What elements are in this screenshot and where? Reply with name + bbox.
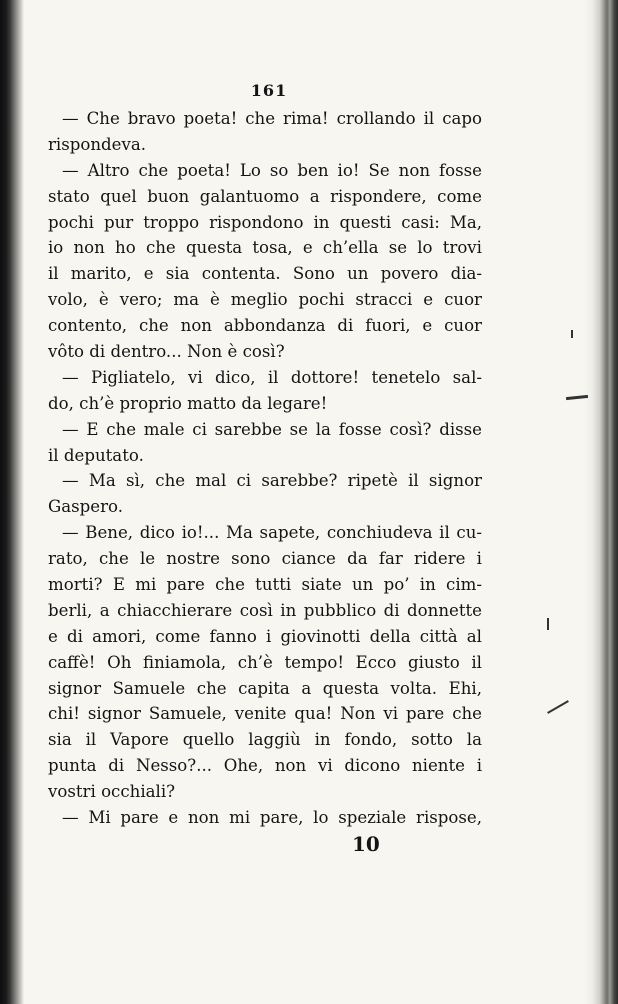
scan-speck — [571, 330, 573, 338]
text-line: berli, a chiacchierare così in pubblico di donnette — [48, 600, 482, 620]
text-line: pochi pur troppo rispondono in questi casi: Ma, — [48, 212, 482, 232]
text-line: do, ch’è proprio matto da legare! — [48, 393, 328, 413]
text-line: Gaspero. — [48, 497, 124, 517]
text-line: signor Samuele che capita a questa volta. Ehi, — [48, 678, 482, 698]
text-line: chi! signor Samuele, venite qua! Non vi pare che — [48, 704, 482, 724]
text-line: rispondeva. — [48, 134, 147, 154]
page-text-block — [48, 76, 482, 831]
page-number: 161 — [250, 81, 288, 100]
text-line: — Ma sì, che mal ci sarebbe? ripetè il signor — [62, 471, 482, 491]
text-line: il marito, e sia contenta. Sono un povero dia- — [48, 264, 482, 284]
text-line: il deputato. — [48, 445, 144, 465]
book-binding-right — [584, 0, 618, 1004]
text-line: — Pigliatelo, vi dico, il dottore! tenetelo sal- — [62, 367, 482, 387]
scan-speck — [547, 700, 569, 714]
text-line: contento, che non abbondanza di fuori, e cuor — [48, 316, 482, 336]
text-line: vostri occhiali? — [48, 782, 176, 802]
text-line: io non ho che questa tosa, e ch’ella se lo trovi — [48, 238, 482, 258]
text-line: vôto di dentro... Non è così? — [48, 342, 285, 362]
text-line: e di amori, come fanno i giovinotti della città al — [48, 626, 482, 646]
text-line: caffè! Oh finiamola, ch’è tempo! Ecco giusto il — [48, 652, 482, 672]
text-line: volo, è vero; ma è meglio pochi stracci e cuor — [48, 290, 482, 310]
text-line: — Mi pare e non mi pare, lo speziale rispose, — [62, 808, 482, 828]
text-line: morti? E mi pare che tutti siate un po’ in cim- — [48, 575, 482, 595]
scan-speck — [547, 618, 549, 630]
text-line: — Che bravo poeta! che rima! crollando il capo — [62, 109, 482, 128]
text-line: punta di Nesso?... Ohe, non vi dicono niente i — [48, 756, 482, 776]
book-binding-left — [0, 0, 24, 1004]
signature-mark: 10 — [352, 832, 380, 856]
text-line: — Bene, dico io!... Ma sapete, conchiudeva il cu- — [62, 523, 482, 543]
text-line: stato quel buon galantuomo a rispondere, come — [48, 186, 482, 206]
text-line: sia il Vapore quello laggiù in fondo, sotto la — [48, 730, 482, 750]
text-line: rato, che le nostre sono ciance da far ridere i — [48, 549, 482, 569]
text-line: — E che male ci sarebbe se la fosse così? disse — [62, 419, 482, 439]
text-lines — [48, 106, 482, 831]
text-line: — Altro che poeta! Lo so ben io! Se non fosse — [62, 160, 482, 180]
